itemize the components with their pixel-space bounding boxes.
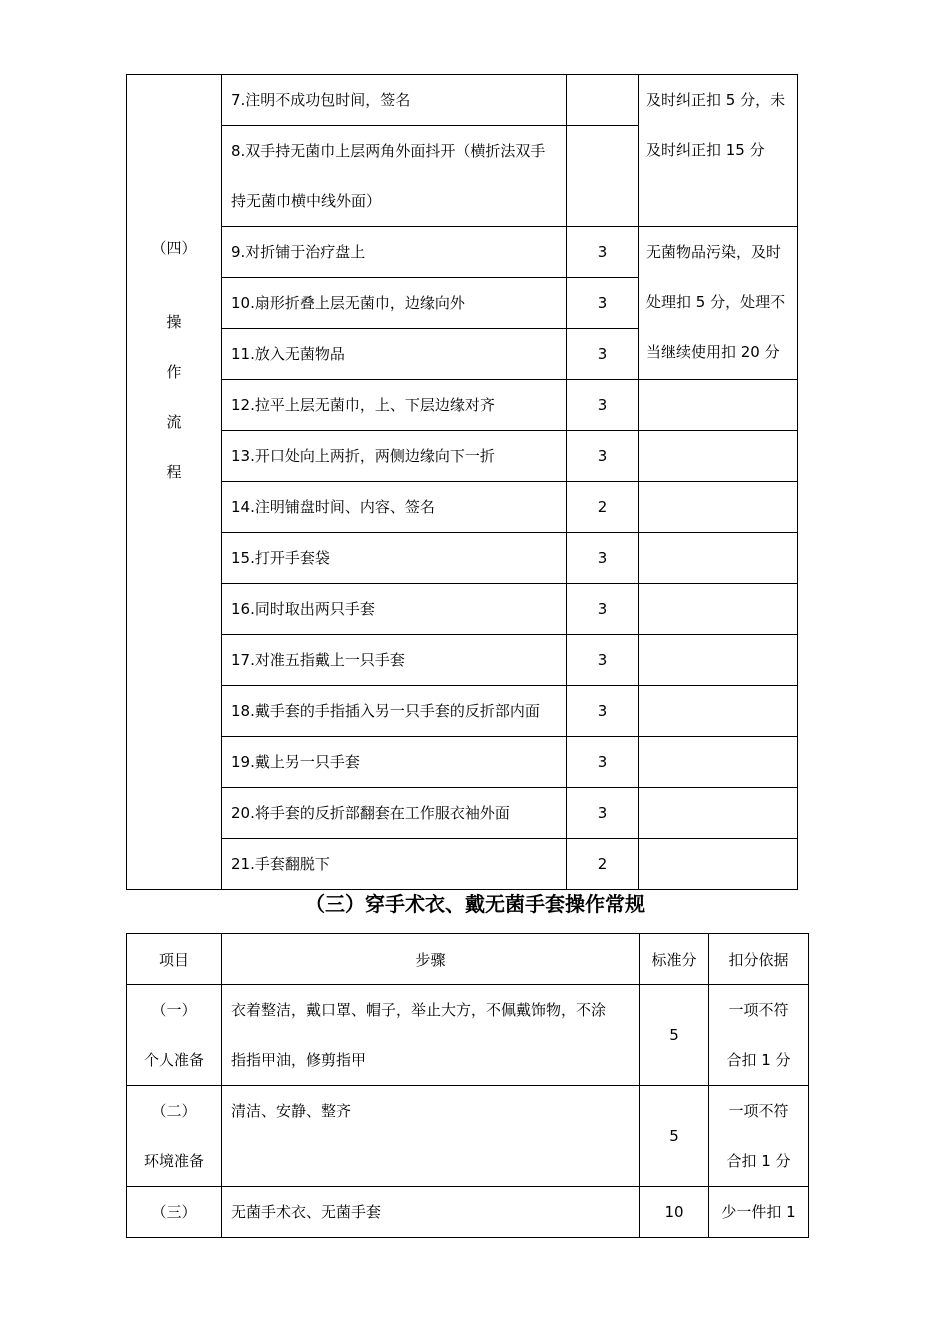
section-char: 作 [166, 363, 182, 381]
basis-cell [709, 985, 809, 1086]
remark-cell-empty [639, 737, 798, 788]
score-cell: 2 [567, 482, 639, 533]
item-number: （一） [151, 1001, 197, 1019]
step-cell: 16.同时取出两只手套 [222, 584, 567, 635]
step-cell: 18.戴手套的手指插入另一只手套的反折部内面 [222, 686, 567, 737]
remark-cell-empty [639, 533, 798, 584]
step-cell [222, 1187, 640, 1238]
step-cell: 11.放入无菌物品 [222, 329, 567, 380]
remark-cell-empty [639, 635, 798, 686]
score-cell: 3 [567, 227, 639, 278]
step-cell [222, 1086, 640, 1187]
header-basis: 扣分依据 [709, 934, 809, 985]
score-cell: 3 [567, 737, 639, 788]
remark-line: 处理扣 5 分，处理不 [646, 293, 786, 311]
step-line: 清洁、安静、整齐 [231, 1102, 352, 1120]
step-cell [222, 126, 567, 227]
step-cell: 15.打开手套袋 [222, 533, 567, 584]
step-cell: 9.对折铺于治疗盘上 [222, 227, 567, 278]
step-cell: 13.开口处向上两折，两侧边缘向下一折 [222, 431, 567, 482]
score-cell: 3 [567, 329, 639, 380]
remark-cell-empty [639, 584, 798, 635]
remark-cell-empty [639, 431, 798, 482]
score-cell [567, 126, 639, 227]
remark-cell-empty [639, 686, 798, 737]
step-cell [222, 985, 640, 1086]
item-cell [127, 1086, 222, 1187]
score-cell: 3 [567, 686, 639, 737]
score-cell: 3 [567, 635, 639, 686]
step-line: 持无菌巾横中线外面） [231, 192, 382, 210]
remark-line: 及时纠正扣 5 分，未 [646, 91, 786, 109]
remark-cell-empty [639, 380, 798, 431]
basis-line: 合扣 1 分 [726, 1051, 791, 1069]
remark-line: 及时纠正扣 15 分 [646, 141, 765, 159]
score-cell [567, 75, 639, 126]
remark-cell-empty [639, 788, 798, 839]
score-cell: 3 [567, 788, 639, 839]
step-cell: 10.扇形折叠上层无菌巾，边缘向外 [222, 278, 567, 329]
score-cell: 5 [640, 985, 709, 1086]
step-line: 8.双手持无菌巾上层两角外面抖开（横折法双手 [231, 142, 546, 160]
header-item: 项目 [127, 934, 222, 985]
item-name: 个人准备 [143, 1051, 204, 1069]
item-cell [127, 985, 222, 1086]
remark-line: 当继续使用扣 20 分 [646, 343, 780, 361]
header-score: 标准分 [640, 934, 709, 985]
section-char: 流 [166, 413, 182, 431]
step-cell: 20.将手套的反折部翻套在工作服衣袖外面 [222, 788, 567, 839]
score-cell: 3 [567, 533, 639, 584]
item-number: （三） [151, 1203, 197, 1221]
section-char: 操 [166, 313, 182, 331]
basis-cell [709, 1187, 809, 1238]
remark-cell-empty [639, 839, 798, 890]
basis-cell [709, 1086, 809, 1187]
deduction-remark-1 [639, 75, 798, 227]
section-char: 程 [166, 463, 182, 481]
step-cell: 21.手套翻脱下 [222, 839, 567, 890]
remark-cell-empty [639, 482, 798, 533]
score-cell: 3 [567, 380, 639, 431]
basis-line: 合扣 1 分 [726, 1152, 791, 1170]
item-cell [127, 1187, 222, 1238]
score-cell: 3 [567, 278, 639, 329]
step-line: 无菌手术衣、无菌手套 [231, 1203, 382, 1221]
header-steps: 步骤 [222, 934, 640, 985]
step-cell: 17.对准五指戴上一只手套 [222, 635, 567, 686]
score-cell: 3 [567, 431, 639, 482]
basis-line: 一项不符 [728, 1001, 789, 1019]
step-cell: 12.拉平上层无菌巾，上、下层边缘对齐 [222, 380, 567, 431]
remark-line: 无菌物品污染，及时 [646, 243, 782, 261]
item-name: 环境准备 [143, 1152, 204, 1170]
section-number: （四） [151, 239, 197, 257]
step-cell: 7.注明不成功包时间，签名 [222, 75, 567, 126]
scoring-table-continued [126, 74, 798, 890]
step-cell: 14.注明铺盘时间、内容、签名 [222, 482, 567, 533]
deduction-remark-2 [639, 227, 798, 380]
step-line: 衣着整洁，戴口罩、帽子，举止大方，不佩戴饰物，不涂 [231, 1001, 607, 1019]
section-cell-operation-process [127, 75, 222, 890]
basis-line: 少一件扣 1 [721, 1203, 796, 1221]
score-cell: 5 [640, 1086, 709, 1187]
score-cell: 2 [567, 839, 639, 890]
score-cell: 3 [567, 584, 639, 635]
item-number: （二） [151, 1102, 197, 1120]
basis-line: 一项不符 [728, 1102, 789, 1120]
gown-gloves-table [126, 933, 809, 1238]
section-title: （三）穿手术衣、戴无菌手套操作常规 [305, 892, 645, 916]
step-cell: 19.戴上另一只手套 [222, 737, 567, 788]
score-cell: 10 [640, 1187, 709, 1238]
step-line: 指指甲油，修剪指甲 [231, 1051, 367, 1069]
